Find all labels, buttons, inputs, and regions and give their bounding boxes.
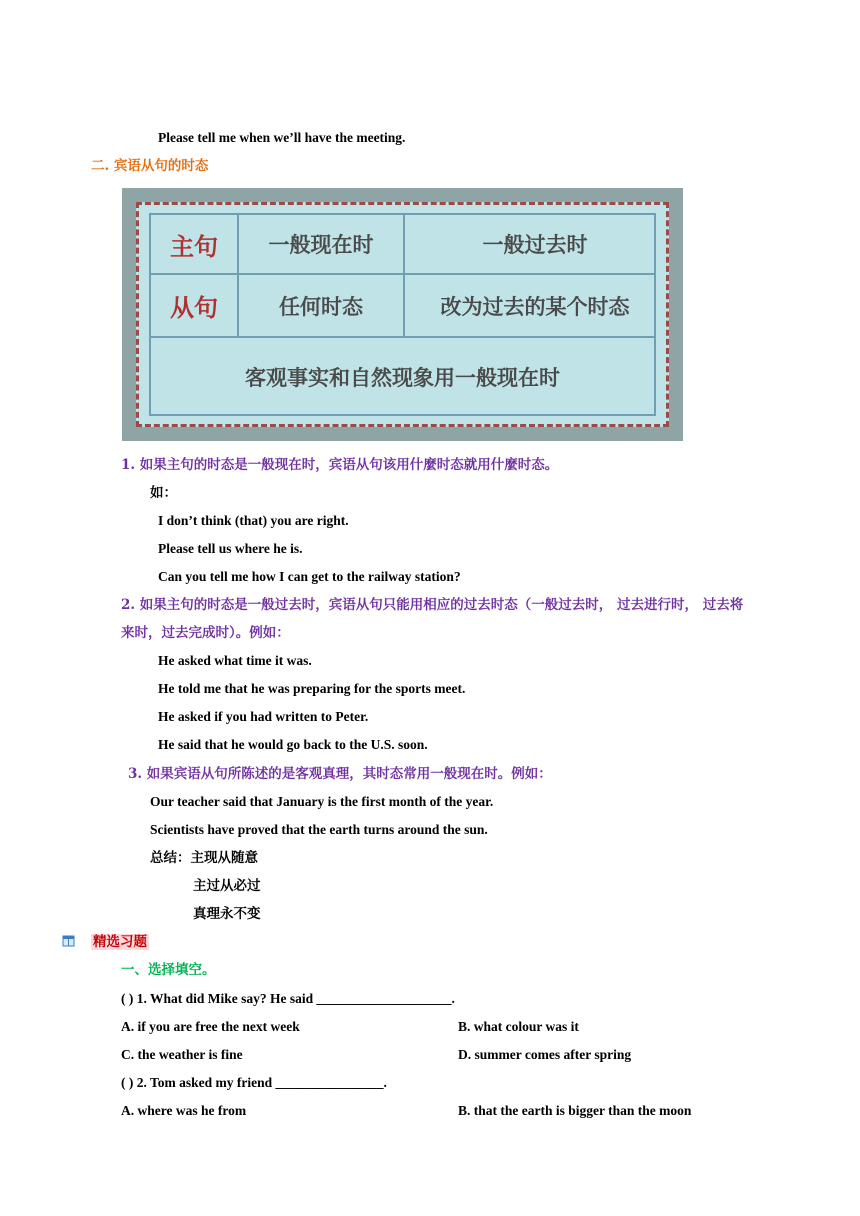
- example-sentence: I don’t think (that) you are right.: [158, 513, 349, 528]
- exercise-title: 精选习题: [93, 934, 147, 950]
- option-a: A. if you are free the next week: [121, 1019, 300, 1034]
- option-b: B. what colour was it: [458, 1019, 579, 1034]
- table-cell: 主句: [170, 231, 218, 261]
- summary-line: 真理永不变: [193, 906, 261, 922]
- example-sentence: Our teacher said that January is the first month of the year.: [150, 794, 494, 809]
- section-heading: 二. 宾语从句的时态: [91, 158, 209, 174]
- question: ( ) 2. Tom asked my friend ________________.: [121, 1075, 387, 1090]
- table-cell: 一般现在时: [268, 232, 374, 257]
- part-title: 一、选择填空。: [121, 962, 216, 978]
- example-sentence: Please tell me when we’ll have the meeting.: [158, 130, 406, 145]
- tense-table: [136, 202, 669, 427]
- table-cell: 改为过去的某个时态: [440, 293, 630, 319]
- example-label: 如：: [150, 485, 177, 501]
- question: ( ) 1. What did Mike say? He said ____________________.: [121, 991, 455, 1006]
- example-sentence: Scientists have proved that the earth turns around the sun.: [150, 822, 488, 837]
- summary-label: 总结：主现从随意: [150, 850, 258, 866]
- example-sentence: He said that he would go back to the U.S. soon.: [158, 737, 428, 752]
- rule-text: 1. 如果主句的时态是一般现在时，宾语从句该用什麼时态就用什麼时态。: [121, 457, 559, 473]
- table-cell: 一般过去时: [482, 232, 588, 257]
- summary-line: 主过从必过: [193, 878, 261, 894]
- option-a: A. where was he from: [121, 1103, 247, 1118]
- rule-text: 来时，过去完成时）。例如：: [121, 625, 290, 641]
- example-sentence: Please tell us where he is.: [158, 541, 303, 556]
- rule-text: 3. 如果宾语从句所陈述的是客观真理，其时态常用一般现在时。例如：: [128, 766, 552, 782]
- rule-text: 2. 如果主句的时态是一般过去时，宾语从句只能用相应的过去时态（一般过去时， 过去进行时， 过去将: [121, 597, 744, 613]
- option-b: B. that the earth is bigger than the moon: [458, 1103, 692, 1118]
- option-c: C. the weather is fine: [121, 1047, 243, 1062]
- table-cell: 客观事实和自然现象用一般现在时: [245, 365, 560, 390]
- example-sentence: He asked if you had written to Peter.: [158, 709, 369, 724]
- option-d: D. summer comes after spring: [458, 1047, 632, 1062]
- table-cell: 从句: [170, 293, 218, 322]
- book-icon: [62, 935, 75, 947]
- example-sentence: He asked what time it was.: [158, 653, 312, 668]
- example-sentence: He told me that he was preparing for the sports meet.: [158, 681, 466, 696]
- tense-table-image: [122, 188, 683, 441]
- table-cell: 任何时态: [279, 293, 363, 319]
- example-sentence: Can you tell me how I can get to the railway station?: [158, 569, 461, 584]
